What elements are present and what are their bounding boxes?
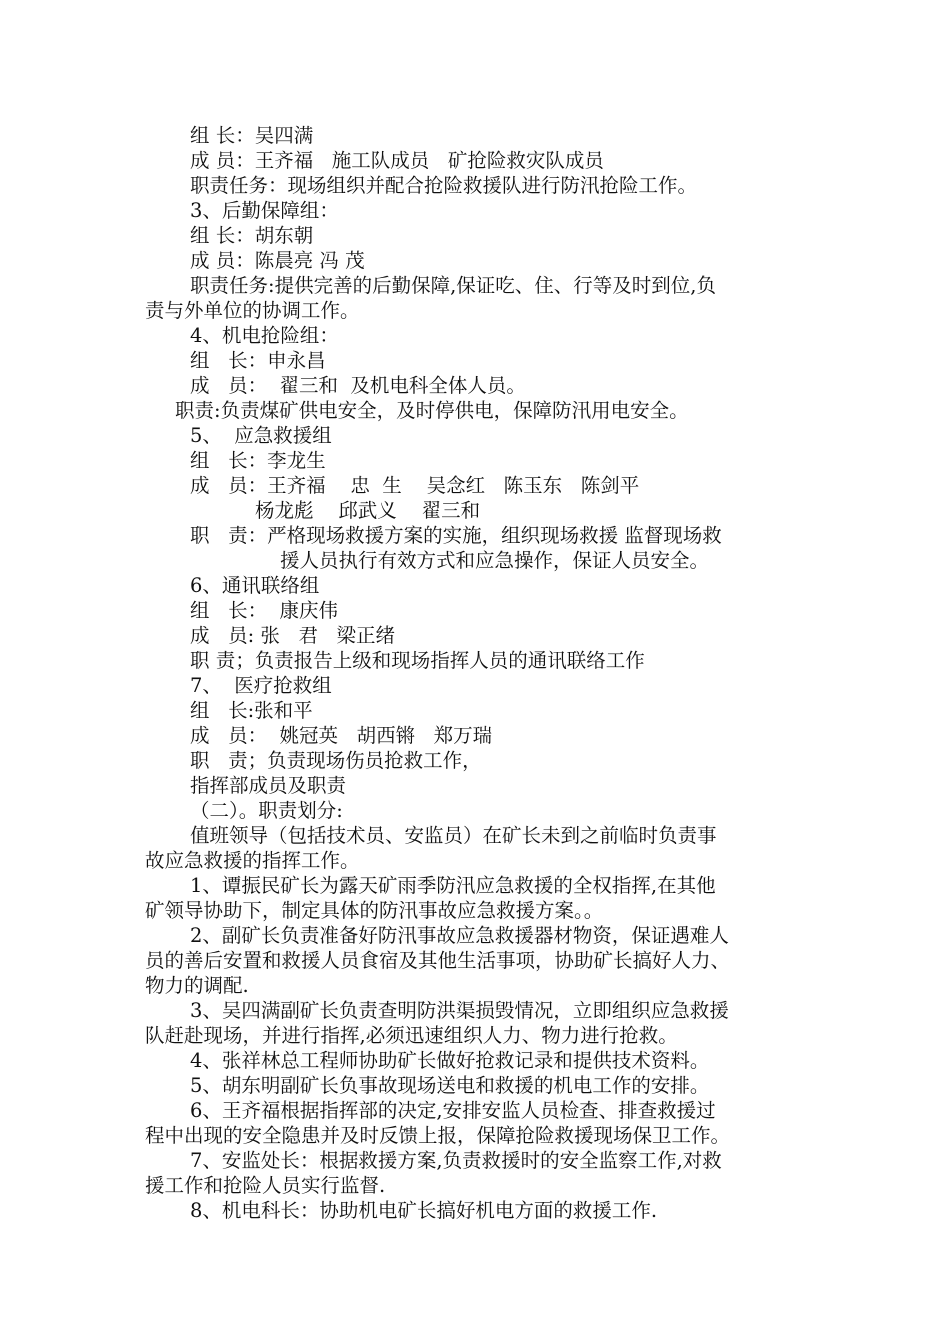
text-line: 4、张祥林总工程师协助矿长做好抢救记录和提供技术资料。: [190, 1049, 710, 1072]
text-line: 组 长：胡东朝: [190, 224, 314, 247]
text-line: 员的善后安置和救援人员食宿及其他生活事项，协助矿长搞好人力、: [145, 949, 731, 972]
text-line: 成 员：王齐福 施工队成员 矿抢险救灾队成员: [190, 149, 604, 172]
text-line: 职责任务:提供完善的后勤保障,保证吃、住、行等及时到位,负: [190, 274, 716, 297]
text-line: 成 员：陈晨亮 冯 茂: [190, 249, 365, 272]
text-line: 组 长：申永昌: [190, 349, 326, 372]
text-line: 组 长：李龙生: [190, 449, 326, 472]
text-line: 成 员: 张 君 梁正绪: [190, 624, 396, 647]
text-line: 组 长： 康庆伟: [190, 599, 338, 622]
text-line: 5、胡东明副矿长负事故现场送电和救援的机电工作的安排。: [190, 1074, 710, 1097]
text-line: 物力的调配.: [145, 974, 249, 997]
text-line: 5、 应急救援组: [190, 424, 332, 447]
text-line: 7、 医疗抢救组: [190, 674, 332, 697]
text-line: 援人员执行有效方式和应急操作，保证人员安全。: [280, 549, 710, 572]
text-line: 职 责；负责报告上级和现场指挥人员的通讯联络工作: [190, 649, 645, 672]
text-line: 故应急救援的指挥工作。: [145, 849, 360, 872]
text-line: 8、机电科长：协助机电矿长搞好机电方面的救援工作.: [190, 1199, 658, 1222]
text-line: 3、后勤保障组：: [190, 199, 339, 222]
text-line: 援工作和抢险人员实行监督.: [145, 1174, 386, 1197]
text-line: 6、王齐福根据指挥部的决定,安排安监人员检查、排查救援过: [190, 1099, 716, 1122]
text-line: 责与外单位的协调工作。: [145, 299, 360, 322]
text-line: （二）。职责划分:: [190, 799, 343, 822]
text-line: 职 责；负责现场伤员抢救工作，: [190, 749, 482, 772]
text-line: 组 长：吴四满: [190, 124, 314, 147]
text-line: 程中出现的安全隐患并及时反馈上报，保障抢险救援现场保卫工作。: [145, 1124, 731, 1147]
text-line: 3、吴四满副矿长负责查明防洪渠损毁情况，立即组织应急救援: [190, 999, 729, 1022]
text-line: 指挥部成员及职责: [190, 774, 347, 797]
text-line: 成 员： 翟三和 及机电科全体人员。: [190, 374, 526, 397]
text-line: 组 长:张和平: [190, 699, 313, 722]
text-line: 职责任务：现场组织并配合抢险救援队进行防汛抢险工作。: [190, 174, 698, 197]
text-line: 6、通讯联络组: [190, 574, 320, 597]
text-line: 2、副矿长负责准备好防汛事故应急救援器材物资，保证遇难人: [190, 924, 729, 947]
text-line: 职责:负责煤矿供电安全，及时停供电，保障防汛用电安全。: [175, 399, 689, 422]
text-line: 值班领导（包括技术员、安监员）在矿长未到之前临时负责事: [190, 824, 717, 847]
text-line: 7、安监处长：根据救援方案,负责救援时的安全监察工作,对救: [190, 1149, 722, 1172]
text-line: 1、谭振民矿长为露天矿雨季防汛应急救援的全权指挥,在其他: [190, 874, 716, 897]
text-line: 4、机电抢险组：: [190, 324, 339, 347]
text-line: 队赶赴现场，并进行指挥,必须迅速组织人力、物力进行抢救。: [145, 1024, 678, 1047]
text-line: 杨龙彪 邱武义 翟三和: [255, 499, 481, 522]
text-line: 成 员：王齐福 忠 生 吴念红 陈玉东 陈剑平: [190, 474, 640, 497]
text-line: 成 员： 姚冠英 胡西锵 郑万瑞: [190, 724, 493, 747]
text-line: 矿领导协助下，制定具体的防汛事故应急救援方案。。: [145, 899, 604, 922]
text-line: 职 责：严格现场救援方案的实施，组织现场救援 监督现场救: [190, 524, 722, 547]
